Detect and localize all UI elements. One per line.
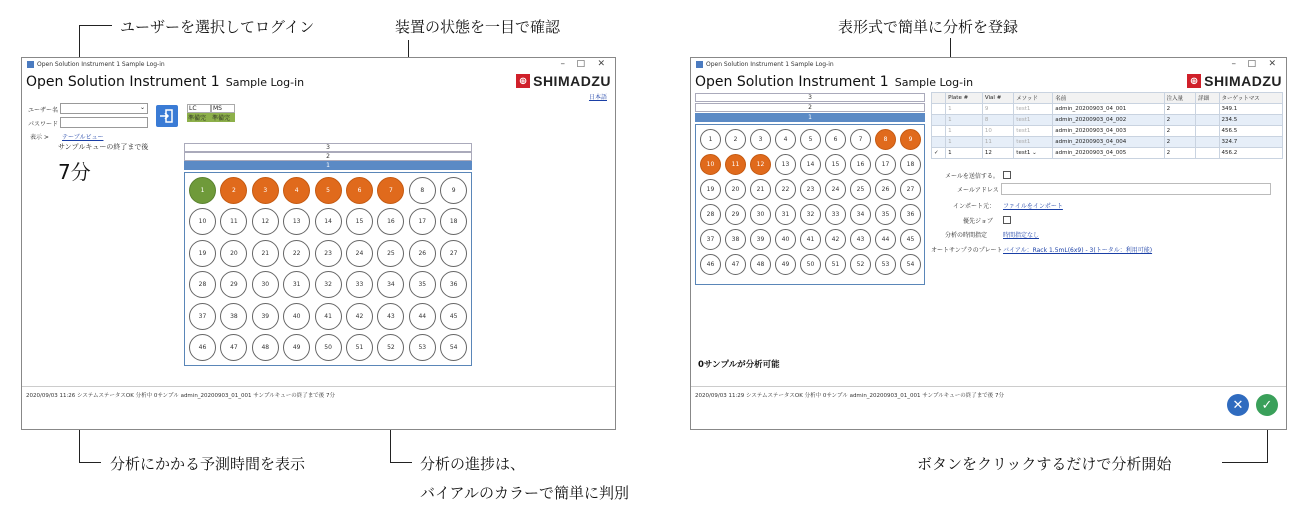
app-title: Open Solution Instrument 1 Sample Log-in — [695, 74, 974, 90]
table-cell[interactable]: 2 — [1164, 148, 1196, 159]
vial-3[interactable]: 3 — [750, 129, 771, 150]
device-status-panel — [187, 104, 235, 124]
table-cell[interactable] — [1196, 148, 1219, 159]
vial-24[interactable]: 24 — [825, 179, 846, 200]
priority-checkbox[interactable] — [1003, 216, 1011, 224]
vial-18[interactable]: 18 — [440, 208, 467, 235]
vial-2[interactable]: 2 — [220, 177, 247, 204]
vial-14[interactable]: 14 — [315, 208, 342, 235]
table-cell[interactable] — [932, 126, 946, 137]
table-header: メソッド — [1014, 93, 1053, 104]
table-cell[interactable]: 1 — [946, 126, 983, 137]
autosampler-link[interactable]: バイアル：Rack 1.5mL(6x9) - 3(トータル：利用可能) — [1003, 247, 1153, 254]
vial-13[interactable]: 13 — [283, 208, 310, 235]
vial-40[interactable]: 40 — [283, 303, 310, 330]
vial-54[interactable]: 54 — [900, 254, 921, 275]
password-label: パスワード — [28, 121, 59, 128]
vial-17[interactable]: 17 — [409, 208, 436, 235]
table-cell[interactable]: test1 — [1014, 126, 1053, 137]
maximize-button[interactable]: □ — [1247, 59, 1256, 69]
table-cell[interactable]: 234.5 — [1219, 115, 1282, 126]
shimadzu-logo: ⊕ SHIMADZU — [516, 73, 611, 89]
vial-46[interactable]: 46 — [189, 334, 216, 361]
vial-40[interactable]: 40 — [775, 229, 796, 250]
vial-19[interactable]: 19 — [189, 240, 216, 267]
table-row[interactable] — [932, 137, 1283, 148]
status-divider — [691, 386, 1286, 387]
user-label: ユーザー名 — [28, 107, 59, 114]
table-cell[interactable]: 2 — [1164, 137, 1196, 148]
import-link[interactable]: ファイルをインポート — [1003, 203, 1063, 210]
vial-36[interactable]: 36 — [440, 271, 467, 298]
vial-2[interactable]: 2 — [725, 129, 746, 150]
table-cell[interactable]: 1 — [946, 148, 983, 159]
vial-42[interactable]: 42 — [825, 229, 846, 250]
table-cell[interactable]: 456.2 — [1219, 148, 1282, 159]
table-cell[interactable]: 1 — [946, 115, 983, 126]
table-cell[interactable]: 456.5 — [1219, 126, 1282, 137]
vial-17[interactable]: 17 — [875, 154, 896, 175]
maximize-button[interactable]: □ — [576, 59, 585, 69]
table-header: 詳細 — [1196, 93, 1219, 104]
vial-20[interactable]: 20 — [220, 240, 247, 267]
close-button[interactable]: ✕ — [597, 59, 605, 69]
vial-47[interactable]: 47 — [725, 254, 746, 275]
callout-line — [79, 25, 112, 26]
lc-status: 準備完 — [187, 113, 211, 122]
vial-36[interactable]: 36 — [900, 204, 921, 225]
window-title: Open Solution Instrument 1 Sample Log-in — [706, 61, 834, 68]
vial-32[interactable]: 32 — [315, 271, 342, 298]
vial-25[interactable]: 25 — [850, 179, 871, 200]
table-cell[interactable] — [932, 104, 946, 115]
vial-38[interactable]: 38 — [220, 303, 247, 330]
vial-12[interactable]: 12 — [750, 154, 771, 175]
table-row[interactable] — [932, 148, 1283, 159]
table-cell[interactable]: test1 ⌄ — [1014, 148, 1053, 159]
table-cell[interactable]: admin_20200903_04_004 — [1053, 137, 1164, 148]
vial-51[interactable]: 51 — [346, 334, 373, 361]
vial-30[interactable]: 30 — [750, 204, 771, 225]
language-link[interactable]: 日本語 — [588, 94, 607, 101]
minimize-button[interactable]: – — [560, 59, 565, 69]
vial-54[interactable]: 54 — [440, 334, 467, 361]
vial-21[interactable]: 21 — [750, 179, 771, 200]
table-cell[interactable]: admin_20200903_04_003 — [1053, 126, 1164, 137]
table-view-link[interactable]: テーブルビュー — [62, 134, 104, 141]
cancel-button[interactable] — [1227, 394, 1249, 416]
mail-address-field[interactable] — [1001, 183, 1271, 195]
callout-select-user: ユーザーを選択してログイン — [120, 18, 315, 36]
title-bar — [22, 58, 615, 72]
vial-5[interactable]: 5 — [800, 129, 821, 150]
vial-32[interactable]: 32 — [800, 204, 821, 225]
status-bar: 2020/09/03 11:29 システムステータスOK 分析中 0サンプル admin_20200903_01_001 サンプルキューの終了まで後 7分 — [695, 393, 1005, 399]
eta-value: 7分 — [58, 160, 91, 184]
callout-progress-2: バイアルのカラーで簡単に判別 — [420, 484, 629, 502]
table-cell[interactable]: 2 — [1164, 126, 1196, 137]
vial-9[interactable]: 9 — [440, 177, 467, 204]
priority-label: 優先ジョブ — [963, 218, 993, 225]
vial-37[interactable]: 37 — [189, 303, 216, 330]
vial-8[interactable]: 8 — [875, 129, 896, 150]
status-divider — [22, 386, 615, 387]
status-bar: 2020/09/03 11:26 システムステータスOK 分析中 0サンプル admin_20200903_01_001 サンプルキューの終了まで後 7分 — [26, 393, 336, 399]
vial-46[interactable]: 46 — [700, 254, 721, 275]
table-cell[interactable]: admin_20200903_04_005 — [1053, 148, 1164, 159]
table-cell[interactable]: admin_20200903_04_002 — [1053, 115, 1164, 126]
vial-26[interactable]: 26 — [409, 240, 436, 267]
table-header: Plate # — [946, 93, 983, 104]
table-cell[interactable]: 1 — [946, 137, 983, 148]
table-header: 名前 — [1053, 93, 1164, 104]
window-title: Open Solution Instrument 1 Sample Log-in — [37, 61, 165, 68]
table-header: 注入量 — [1164, 93, 1196, 104]
plate-tab-3[interactable]: 3 — [184, 143, 472, 152]
close-button[interactable]: ✕ — [1268, 59, 1276, 69]
vial-16[interactable]: 16 — [850, 154, 871, 175]
title-bar — [691, 58, 1286, 72]
login-button[interactable] — [156, 105, 178, 127]
vial-34[interactable]: 34 — [377, 271, 404, 298]
vial-1[interactable]: 1 — [189, 177, 216, 204]
vial-15[interactable]: 15 — [825, 154, 846, 175]
table-header: ターゲットマス — [1219, 93, 1282, 104]
vial-34[interactable]: 34 — [850, 204, 871, 225]
vial-6[interactable]: 6 — [346, 177, 373, 204]
table-cell[interactable]: 12 — [982, 148, 1013, 159]
vial-22[interactable]: 22 — [283, 240, 310, 267]
table-cell[interactable] — [932, 137, 946, 148]
table-cell[interactable]: 2 — [1164, 104, 1196, 115]
vial-20[interactable]: 20 — [725, 179, 746, 200]
vial-44[interactable]: 44 — [409, 303, 436, 330]
vial-1[interactable]: 1 — [700, 129, 721, 150]
vial-27[interactable]: 27 — [900, 179, 921, 200]
vial-11[interactable]: 11 — [725, 154, 746, 175]
vial-43[interactable]: 43 — [850, 229, 871, 250]
vial-53[interactable]: 53 — [875, 254, 896, 275]
vial-24[interactable]: 24 — [346, 240, 373, 267]
vial-49[interactable]: 49 — [775, 254, 796, 275]
vial-37[interactable]: 37 — [700, 229, 721, 250]
plate-tab-2[interactable]: 2 — [695, 103, 925, 112]
table-cell[interactable] — [1196, 104, 1219, 115]
table-cell[interactable]: ✓ — [932, 148, 946, 159]
vial-29[interactable]: 29 — [725, 204, 746, 225]
vial-42[interactable]: 42 — [346, 303, 373, 330]
table-cell[interactable]: 10 — [982, 126, 1013, 137]
table-cell[interactable]: test1 — [1014, 137, 1053, 148]
callout-start-button: ボタンをクリックするだけで分析開始 — [917, 455, 1172, 473]
vial-45[interactable]: 45 — [440, 303, 467, 330]
vial-19[interactable]: 19 — [700, 179, 721, 200]
table-row[interactable] — [932, 126, 1283, 137]
vial-38[interactable]: 38 — [725, 229, 746, 250]
vial-52[interactable]: 52 — [377, 334, 404, 361]
vial-23[interactable]: 23 — [800, 179, 821, 200]
chevron-down-icon: ⌄ — [139, 104, 145, 111]
vial-23[interactable]: 23 — [315, 240, 342, 267]
table-cell[interactable] — [932, 115, 946, 126]
vial-5[interactable]: 5 — [315, 177, 342, 204]
table-cell[interactable]: test1 — [1014, 115, 1053, 126]
vial-13[interactable]: 13 — [775, 154, 796, 175]
table-header: Vial # — [982, 93, 1013, 104]
vial-10[interactable]: 10 — [700, 154, 721, 175]
vial-4[interactable]: 4 — [283, 177, 310, 204]
login-icon — [156, 105, 178, 127]
ms-status: 準備完 — [211, 113, 235, 122]
queue-label: サンプルキューの終了まで後 — [58, 143, 149, 151]
vial-8[interactable]: 8 — [409, 177, 436, 204]
vial-53[interactable]: 53 — [409, 334, 436, 361]
vial-35[interactable]: 35 — [409, 271, 436, 298]
table-cell[interactable]: 8 — [982, 115, 1013, 126]
minimize-button[interactable]: – — [1231, 59, 1236, 69]
vial-39[interactable]: 39 — [750, 229, 771, 250]
vial-10[interactable]: 10 — [189, 208, 216, 235]
vial-4[interactable]: 4 — [775, 129, 796, 150]
vial-25[interactable]: 25 — [377, 240, 404, 267]
table-cell[interactable]: 324.7 — [1219, 137, 1282, 148]
close-icon: ✕ — [1232, 397, 1244, 413]
table-cell[interactable]: 9 — [982, 104, 1013, 115]
vial-52[interactable]: 52 — [850, 254, 871, 275]
vial-rack — [184, 172, 472, 366]
vial-12[interactable]: 12 — [252, 208, 279, 235]
table-row[interactable] — [932, 115, 1283, 126]
callout-estimated-time: 分析にかかる予測時間を表示 — [110, 455, 306, 473]
callout-line — [79, 462, 101, 463]
vial-28[interactable]: 28 — [700, 204, 721, 225]
vial-11[interactable]: 11 — [220, 208, 247, 235]
table-cell[interactable]: admin_20200903_04_001 — [1053, 104, 1164, 115]
vial-3[interactable]: 3 — [252, 177, 279, 204]
mail-address-label: メールアドレス — [957, 187, 999, 194]
callout-progress-1: 分析の進捗は、 — [420, 455, 526, 473]
vial-15[interactable]: 15 — [346, 208, 373, 235]
vial-41[interactable]: 41 — [315, 303, 342, 330]
vial-44[interactable]: 44 — [875, 229, 896, 250]
vial-35[interactable]: 35 — [875, 204, 896, 225]
callout-device-status: 装置の状態を一目で確認 — [395, 18, 561, 36]
vial-51[interactable]: 51 — [825, 254, 846, 275]
time-link[interactable]: 時間指定なし — [1003, 232, 1040, 239]
vial-22[interactable]: 22 — [775, 179, 796, 200]
vial-30[interactable]: 30 — [252, 271, 279, 298]
app-title: Open Solution Instrument 1 Sample Log-in — [26, 74, 305, 90]
vial-31[interactable]: 31 — [283, 271, 310, 298]
time-label: 分析の時間指定 — [945, 232, 988, 239]
vial-7[interactable]: 7 — [850, 129, 871, 150]
ready-count: 0サンプルが分析可能 — [698, 360, 780, 370]
table-cell[interactable] — [1196, 115, 1219, 126]
table-cell[interactable]: 349.1 — [1219, 104, 1282, 115]
mail-label: メールを送信する。 — [945, 173, 999, 180]
vial-14[interactable]: 14 — [800, 154, 821, 175]
callout-line — [1222, 462, 1268, 463]
check-icon: ✓ — [1261, 397, 1273, 413]
vial-50[interactable]: 50 — [315, 334, 342, 361]
app-icon — [696, 61, 703, 68]
vial-7[interactable]: 7 — [377, 177, 404, 204]
callout-line — [390, 462, 412, 463]
user-select[interactable] — [60, 103, 148, 114]
vial-18[interactable]: 18 — [900, 154, 921, 175]
plate-tab-3[interactable]: 3 — [695, 93, 925, 102]
vial-47[interactable]: 47 — [220, 334, 247, 361]
vial-rack — [695, 124, 925, 285]
vial-43[interactable]: 43 — [377, 303, 404, 330]
plate-tab-1[interactable]: 1 — [184, 161, 472, 170]
lc-header: LC — [187, 104, 211, 113]
autosampler-label: オートサンプラのプレート — [931, 247, 1003, 254]
vial-41[interactable]: 41 — [800, 229, 821, 250]
table-cell[interactable]: 11 — [982, 137, 1013, 148]
vial-33[interactable]: 33 — [346, 271, 373, 298]
vial-39[interactable]: 39 — [252, 303, 279, 330]
table-cell[interactable] — [1196, 126, 1219, 137]
table-cell[interactable]: 2 — [1164, 115, 1196, 126]
callout-table-register: 表形式で簡単に分析を登録 — [838, 18, 1019, 36]
vial-45[interactable]: 45 — [900, 229, 921, 250]
vial-21[interactable]: 21 — [252, 240, 279, 267]
vial-33[interactable]: 33 — [825, 204, 846, 225]
shimadzu-logo: ⊕ SHIMADZU — [1187, 73, 1282, 89]
vial-16[interactable]: 16 — [377, 208, 404, 235]
app-icon — [27, 61, 34, 68]
vial-48[interactable]: 48 — [252, 334, 279, 361]
table-cell[interactable]: 1 — [946, 104, 983, 115]
plate-tab-1[interactable]: 1 — [695, 113, 925, 122]
table-cell[interactable]: test1 — [1014, 104, 1053, 115]
vial-28[interactable]: 28 — [189, 271, 216, 298]
vial-50[interactable]: 50 — [800, 254, 821, 275]
table-row[interactable] — [932, 104, 1283, 115]
vial-48[interactable]: 48 — [750, 254, 771, 275]
login-window — [21, 57, 616, 430]
start-button[interactable] — [1256, 394, 1278, 416]
vial-9[interactable]: 9 — [900, 129, 921, 150]
plate-tab-2[interactable]: 2 — [184, 152, 472, 161]
vial-49[interactable]: 49 — [283, 334, 310, 361]
vial-29[interactable]: 29 — [220, 271, 247, 298]
sample-table — [931, 92, 1283, 159]
import-label: インポート元： — [953, 203, 996, 210]
table-cell[interactable] — [1196, 137, 1219, 148]
ms-header: MS — [211, 104, 235, 113]
vial-31[interactable]: 31 — [775, 204, 796, 225]
table-header — [932, 93, 946, 104]
view-label: 表示 > — [30, 134, 49, 141]
password-field[interactable] — [60, 117, 148, 128]
mail-checkbox[interactable] — [1003, 171, 1011, 179]
vial-6[interactable]: 6 — [825, 129, 846, 150]
vial-27[interactable]: 27 — [440, 240, 467, 267]
vial-26[interactable]: 26 — [875, 179, 896, 200]
table-window — [690, 57, 1287, 430]
